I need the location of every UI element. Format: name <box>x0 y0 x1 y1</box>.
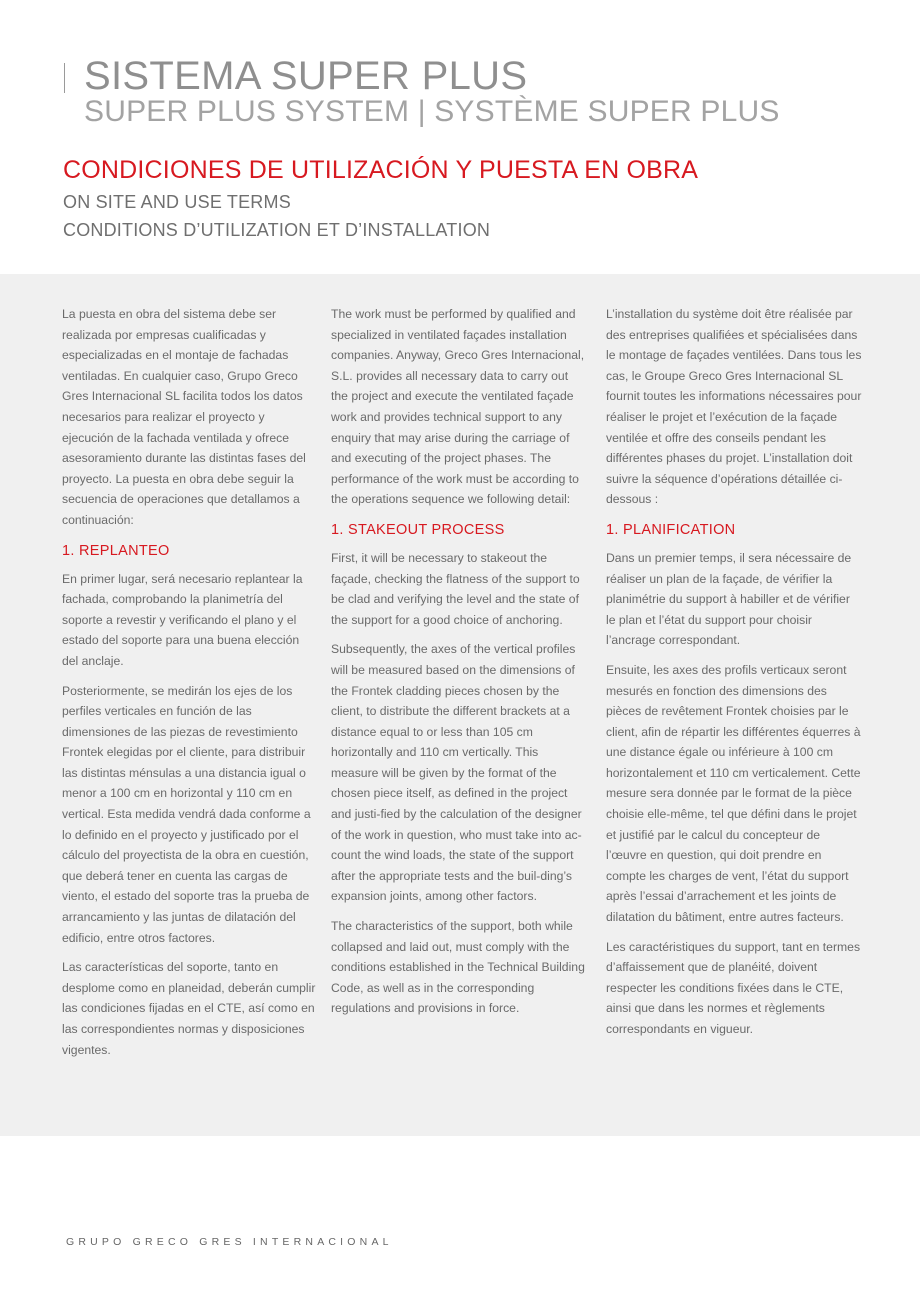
section-heading-en: ON SITE AND USE TERMS <box>63 192 291 212</box>
step-heading: 1. PLANIFICATION <box>606 521 736 538</box>
body-paragraph: Posteriormente, se medirán los ejes de los perfiles verticales en función de las dimensiones de las piezas de revestimiento Frontek elegidas por el cliente, para distribuir las distintas ménsulas a una distancia igual o menor a 100 cm en horizontal y 110 cm en vertical. Esta medida vendrá dada conforme a lo definido en el proyecto y justificado por el cálculo del proyectista de la obra en cuestión, que deberá tener en cuenta las cargas de viento, el estado del soporte tras la prueba de arrancamiento y las juntas de dilatación del edificio, entre otros factores. <box>62 683 311 945</box>
column-spanish <box>62 304 316 1069</box>
body-paragraph: Dans un premier temps, il sera nécessaire de réaliser un plan de la façade, de vérifier la planimétrie du support à habiller et de vérifier le plan et l’état du support pour choisir l’ancrage correspondant. <box>606 550 852 648</box>
section-heading-fr: CONDITIONS D’UTILIZATION ET D’INSTALLATION <box>63 220 491 240</box>
body-paragraph: En primer lugar, será necesario replantear la fachada, comprobando la planimetría del soporte a revestir y verificando el plano y el estado del soporte para una buena elección del anclaje. <box>62 571 303 668</box>
body-paragraph: Ensuite, les axes des profils verticaux seront mesurés en fonction des dimensions des pièces de revêtement Frontek choisies par le client, afin de répartir les différentes équerres à une distance égale ou inférieure à 100 cm horizontalement et 110 cm verticalement. Cette mesure sera donnée par le format de la pièce choisie elle-même, tel que défini dans le projet et justifié par le calcul du concepteur de l’œuvre en question, qui doit prendre en compte les charges de vent, l’état du support après l’essai d’arrachement et les joints de dilatation du bâtiment, entre autres facteurs. <box>606 662 861 925</box>
content-panel <box>0 274 920 1136</box>
page-title: SISTEMA SUPER PLUS <box>84 54 528 98</box>
intro-paragraph: La puesta en obra del sistema debe ser realizada por empresas cualificadas y especializadas en el montaje de fachadas ventiladas. En cualquier caso, Grupo Greco Gres Internacional SL facilita todos los datos necesarios para realizar el proyecto y ejecución de la fachada ventilada y ofrece asesoramiento durante las distintas fases del proyecto. La puesta en obra debe seguir la secuencia de operaciones que detallamos a continuación: <box>62 307 306 527</box>
body-paragraph: Les caractéristiques du support, tant en termes d’affaissement que de planéité, doivent respecter les conditions fixées dans le CTE, ainsi que dans les normes et règlements correspondants en vigueur. <box>606 939 861 1036</box>
step-heading: 1. REPLANTEO <box>62 542 170 559</box>
footer-company-name: GRUPO GRECO GRES INTERNACIONAL <box>66 1236 393 1248</box>
intro-paragraph: The work must be performed by qualified and specialized in ventilated façades installation companies. Anyway, Greco Gres Internacional, S.L. provides all necessary data to carry out the project and execute the ventilated façade work and provides technical support to any enquiry that may arise during the carriage of and executing of the project phases. The performance of the work must be according to the operations sequence we following detail: <box>331 307 585 507</box>
step-heading: 1. STAKEOUT PROCESS <box>331 521 505 538</box>
body-paragraph: Subsequently, the axes of the vertical profiles will be measured based on the dimensions of the Frontek cladding pieces chosen by the client, to distribute the different brackets at a distance equal to or less than 105 cm horizontally and 110 cm vertically. This measure will be given by the format of the chosen piece itself, as defined in the project and justi-fied by the calculation of the designer of the work in question, who must take into ac-count the wind loads, the state of the support after the appropriate tests and the buil-ding’s expansion joints, among other factors. <box>331 642 582 904</box>
page-subtitle: SUPER PLUS SYSTEM | SYSTÈME SUPER PLUS <box>84 95 780 128</box>
body-paragraph: Las características del soporte, tanto en desplome como en planeidad, deberán cumplir las condiciones fijadas en el CTE, así como en las correspondientes normas y disposiciones vigentes. <box>62 960 316 1057</box>
column-french <box>606 304 862 1049</box>
intro-paragraph: L’installation du système doit être réalisée par des entreprises qualifiées et spécialisées dans le montage de façades ventilées. Dans tous les cas, le Groupe Greco Gres Internacional SL fournit toutes les informations nécessaires pour réaliser le projet et l’exécution de la façade ventilée et offre des conseils pendant les différentes phases du projet. L’installation doit suivre la séquence d’opérations détaillée ci-dessous : <box>606 307 862 507</box>
body-paragraph: The characteristics of the support, both while collapsed and laid out, must comply with the conditions established in the Technical Building Code, as well as in the corresponding regulations and provisions in force. <box>331 919 585 1016</box>
title-divider-bar <box>64 63 65 93</box>
page-header <box>0 0 920 274</box>
column-english <box>331 304 587 1028</box>
section-heading-es: CONDICIONES DE UTILIZACIÓN Y PUESTA EN OBRA <box>63 156 699 184</box>
body-paragraph: First, it will be necessary to stakeout the façade, checking the flatness of the support to be clad and verifying the level and the state of the support for a good choice of anchoring. <box>331 550 580 627</box>
